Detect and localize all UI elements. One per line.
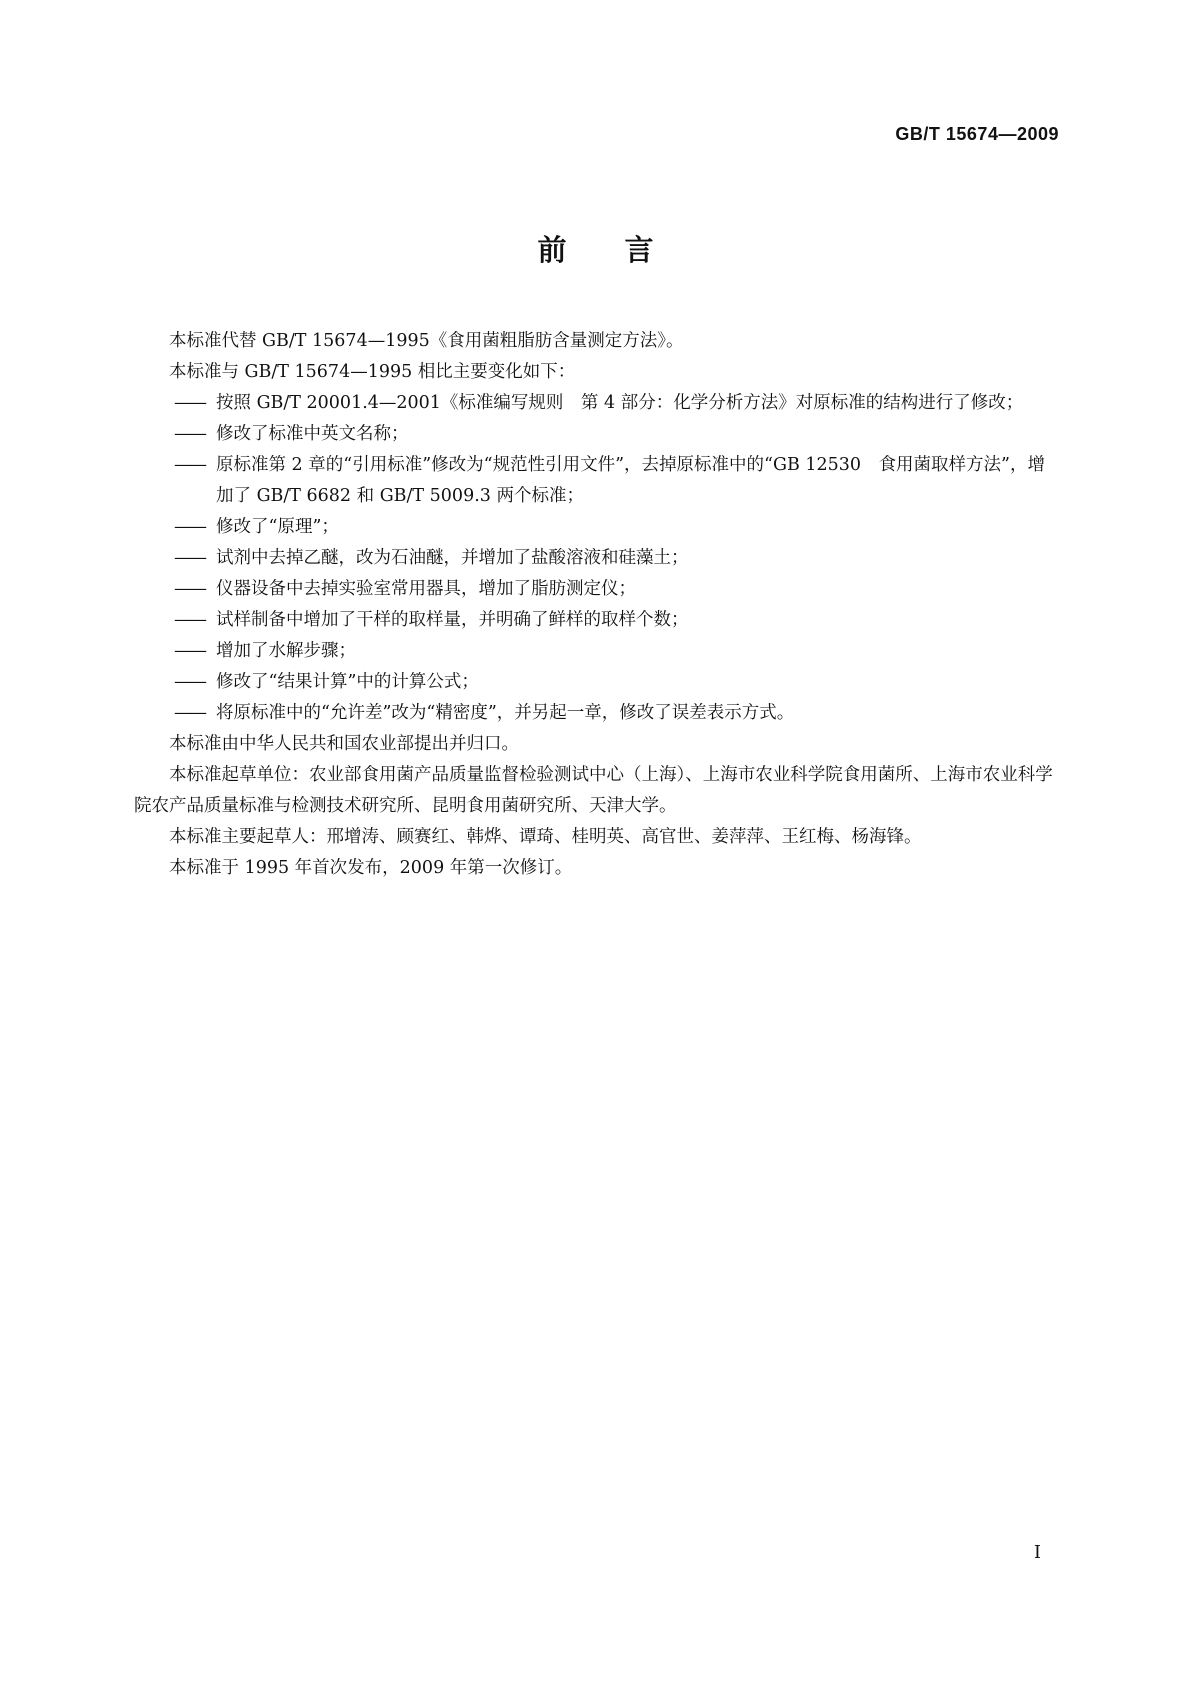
change-text: 试样制备中增加了干样的取样量，并明确了鲜样的取样个数； <box>216 610 689 630</box>
paragraph-history: 本标准于 1995 年首次发布，2009 年第一次修订。 <box>169 858 573 878</box>
dash-mark: —— <box>174 610 205 630</box>
change-text: 修改了标准中英文名称； <box>216 424 409 444</box>
change-text: 按照 GB/T 20001.4—2001《标准编写规则 第 4 部分：化学分析方法》对原标准的结构进行了修改； <box>216 393 1024 413</box>
change-text: 原标准第 2 章的“引用标准”修改为“规范性引用文件”，去掉原标准中的“GB 12530 食用菌取样方法”，增加了 GB/T 6682 和 GB/T 5009.3 两个标准； <box>216 455 1046 506</box>
change-text: 仪器设备中去掉实验室常用器具，增加了脂肪测定仪； <box>216 579 636 599</box>
change-item <box>134 450 1060 512</box>
paragraph-changes-intro: 本标准与 GB/T 15674—1995 相比主要变化如下： <box>169 362 576 382</box>
change-text: 试剂中去掉乙醚，改为石油醚，并增加了盐酸溶液和硅藻土； <box>216 548 689 568</box>
change-text: 修改了“结果计算”中的计算公式； <box>216 672 479 692</box>
title-char-2: 言 <box>624 233 654 267</box>
dash-mark: —— <box>174 703 205 723</box>
change-text: 增加了水解步骤； <box>216 641 356 661</box>
dash-mark: —— <box>174 424 205 444</box>
dash-mark: —— <box>174 579 205 599</box>
page-title <box>0 228 1191 269</box>
change-item <box>134 667 1060 698</box>
change-item <box>134 605 1060 636</box>
title-char-1: 前 <box>537 233 567 267</box>
change-item <box>134 543 1060 574</box>
dash-mark: —— <box>174 517 205 537</box>
foreword-body <box>134 326 1060 884</box>
change-item <box>134 574 1060 605</box>
change-item <box>134 698 1060 729</box>
dash-mark: —— <box>174 548 205 568</box>
change-item <box>134 388 1060 419</box>
paragraph-drafters: 本标准主要起草人：邢增涛、顾赛红、韩烨、谭琦、桂明英、高官世、姜萍萍、王红梅、杨海锋。 <box>169 827 922 847</box>
dash-mark: —— <box>174 672 205 692</box>
page-number: I <box>1033 1542 1041 1563</box>
paragraph-drafting-units: 本标准起草单位：农业部食用菌产品质量监督检验测试中心（上海）、上海市农业科学院食用菌所、上海市农业科学院农产品质量标准与检测技术研究所、昆明食用菌研究所、天津大学。 <box>134 765 1053 816</box>
change-item <box>134 512 1060 543</box>
paragraph-proposer: 本标准由中华人民共和国农业部提出并归口。 <box>169 734 519 754</box>
dash-mark: —— <box>174 641 205 661</box>
change-item <box>134 636 1060 667</box>
standard-code: GB/T 15674—2009 <box>895 124 1059 144</box>
change-text: 修改了“原理”； <box>216 517 339 537</box>
paragraph-replaces: 本标准代替 GB/T 15674—1995《食用菌粗脂肪含量测定方法》。 <box>169 331 684 351</box>
dash-mark: —— <box>174 455 205 475</box>
dash-mark: —— <box>174 393 205 413</box>
change-text: 将原标准中的“允许差”改为“精密度”，并另起一章，修改了误差表示方式。 <box>216 703 795 723</box>
change-item <box>134 419 1060 450</box>
